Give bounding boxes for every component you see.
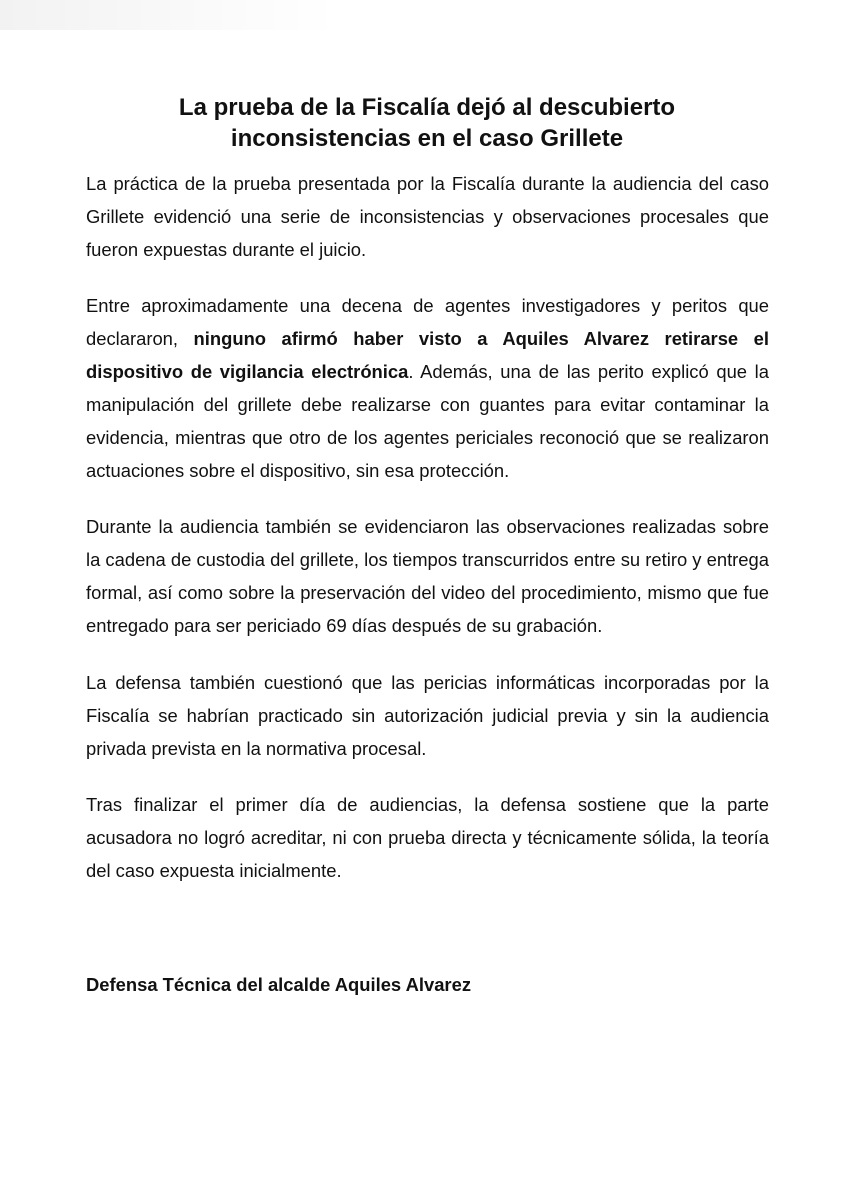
paragraph-2-bold-statement: ninguno afirmó haber visto a Aquiles Alvarez retirarse el dispositivo de vigilancia electrónica bbox=[86, 328, 770, 382]
title-line-2: inconsistencias en el caso Grillete bbox=[230, 125, 624, 152]
paragraph-5: Tras finalizar el primer día de audiencias, la defensa sostiene que la parte acusadora no logró acreditar, ni con prueba directa y técnicamente sólida, la teoría del caso expuesta inicialmente. bbox=[86, 794, 769, 881]
paragraph-3: Durante la audiencia también se evidenciaron las observaciones realizadas sobre la cadena de custodia del grillete, los tiempos transcurridos entre su retiro y entrega formal, así como sobre la preservación del video del procedimiento, mismo que fue entregado para ser periciado 69 días después de su grabación. bbox=[86, 516, 769, 636]
paragraph-2 bbox=[86, 289, 769, 487]
paragraph-2-rest: . Además, una de las perito explicó que la manipulación del grillete debe realizarse con guantes para evitar contaminar la evidencia, mientras que otro de los agentes periciales reconoció que se realizaron actuaciones sobre el dispositivo, sin esa protección. bbox=[86, 361, 769, 481]
paragraph-2-intro: Entre aproximadamente una decena de agentes investigadores y peritos que declararon, bbox=[86, 295, 769, 349]
document-title bbox=[86, 92, 768, 154]
paragraph-4: La defensa también cuestionó que las pericias informáticas incorporadas por la Fiscalía se habrían practicado sin autorización judicial previa y sin la audiencia privada prevista en la normativa procesal. bbox=[86, 672, 769, 759]
paragraph-1: La práctica de la prueba presentada por la Fiscalía durante la audiencia del caso Grillete evidenció una serie de inconsistencias y observaciones procesales que fueron expuestas durante el juicio. bbox=[86, 173, 769, 260]
title-line-1: La prueba de la Fiscalía dejó al descubierto bbox=[178, 94, 676, 121]
scan-shadow bbox=[0, 0, 340, 30]
signature: Defensa Técnica del alcalde Aquiles Alvarez bbox=[86, 974, 472, 995]
